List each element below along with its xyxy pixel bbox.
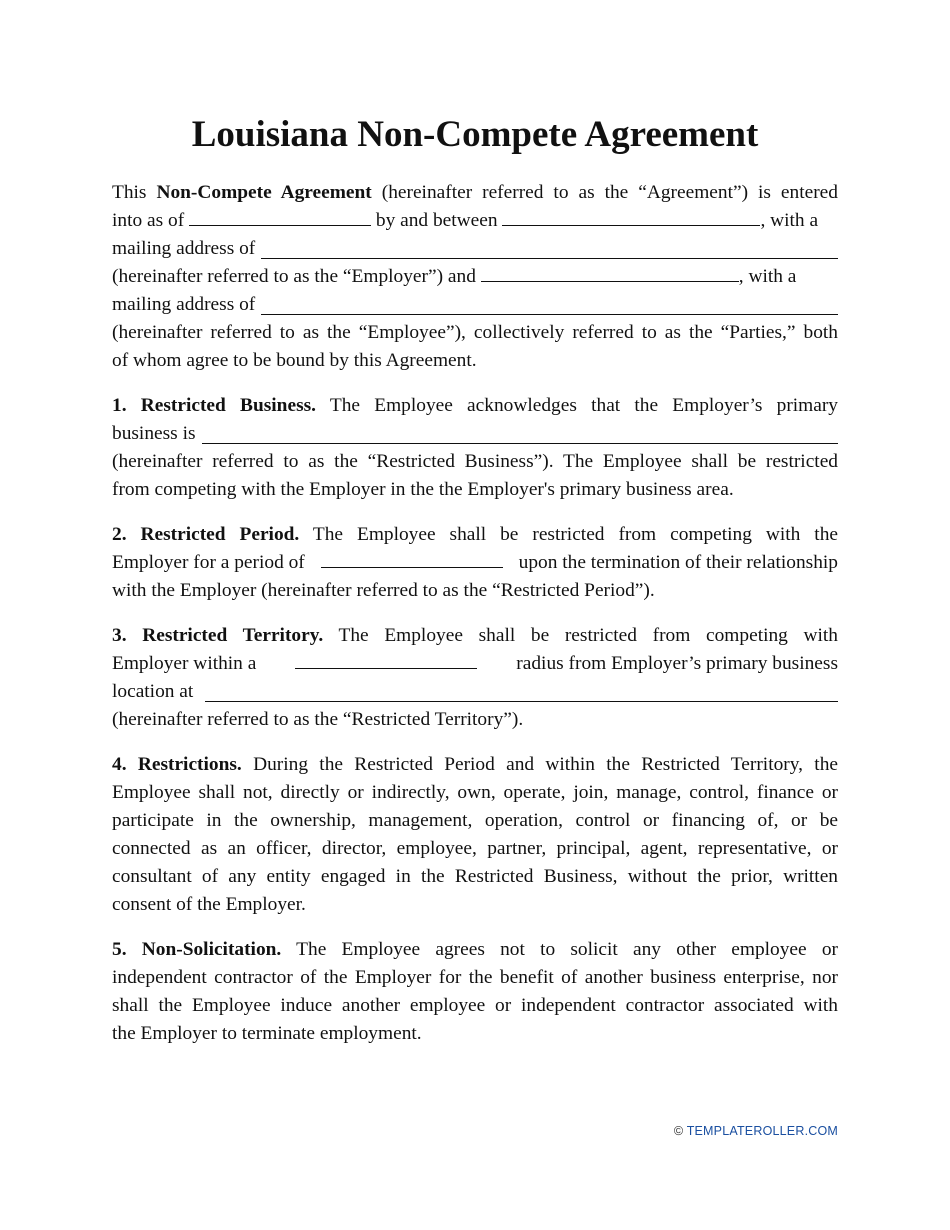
section-restricted-business: 1. Restricted Business. The Employee acknowledges that the Employer’s primary business is (hereinafter referred to as the “Restricted Business”). The Employee shall be restricted from competing with the Employer in the the Employer's primary business area. xyxy=(112,395,839,500)
templateroller-link[interactable]: TEMPLATEROLLER.COM xyxy=(686,1124,838,1138)
section-heading: 3. Restricted Territory. xyxy=(112,625,324,646)
business-location-blank[interactable] xyxy=(205,683,838,702)
document-body xyxy=(112,179,838,1065)
section-restricted-territory: 3. Restricted Territory. The Employee shall be restricted from competing with Employer within a radius from Employer’s primary business location at (hereinafter referred to as the “Restricted Territory”). xyxy=(112,625,838,730)
intro-paragraph: This Non-Compete Agreement (hereinafter referred to as the “Agreement”) is entered into as of by and between , with a mailing address of (hereinafter referred to as the “Employer”) and , with a mailing address of (hereinafter referred to as the “Employee”), collectively referred to as the “Parties,” both of whom agree to be bound by this Agreement. xyxy=(112,182,838,371)
restricted-period-blank[interactable] xyxy=(321,549,503,568)
employee-address-blank[interactable] xyxy=(261,296,838,315)
employer-name-blank[interactable] xyxy=(502,207,760,226)
employer-address-blank[interactable] xyxy=(261,240,838,259)
territory-radius-blank[interactable] xyxy=(295,650,477,669)
section-heading: 5. Non-Solicitation. xyxy=(112,939,282,960)
employee-name-blank[interactable] xyxy=(481,263,739,282)
agreement-name: Non-Compete Agreement xyxy=(156,182,372,203)
section-heading: 2. Restricted Period. xyxy=(112,524,300,545)
document-title: Louisiana Non-Compete Agreement xyxy=(191,114,759,155)
copyright-icon: © xyxy=(673,1124,684,1138)
restricted-business-blank[interactable] xyxy=(202,425,839,444)
section-non-solicitation: 5. Non-Solicitation. The Employee agrees not to solicit any other employee or independent contractor of the Employer for the benefit of another business enterprise, nor shall the Employee induce another employee or independent contractor associated with the Employer to terminate employment. xyxy=(112,939,839,1044)
section-restricted-period: 2. Restricted Period. The Employee shall be restricted from competing with the Employer for a period of upon the termination of their relationship with the Employer (hereinafter referred to as the “Restricted Period”). xyxy=(112,524,838,601)
section-heading: 4. Restrictions. xyxy=(112,754,242,775)
footer-credit xyxy=(674,1124,838,1138)
agreement-date-blank[interactable] xyxy=(189,207,371,226)
section-restrictions: 4. Restrictions. During the Restricted Period and within the Restricted Territory, the Employee shall not, directly or indirectly, own, operate, join, manage, control, finance or participate in the ownership, management, operation, control or financing of, or be connected as an officer, director, employee, partner, principal, agent, representative, or consultant of any entity engaged in the Restricted Business, without the prior, written consent of the Employer. xyxy=(112,754,838,915)
section-heading: 1. Restricted Business. xyxy=(112,395,317,416)
